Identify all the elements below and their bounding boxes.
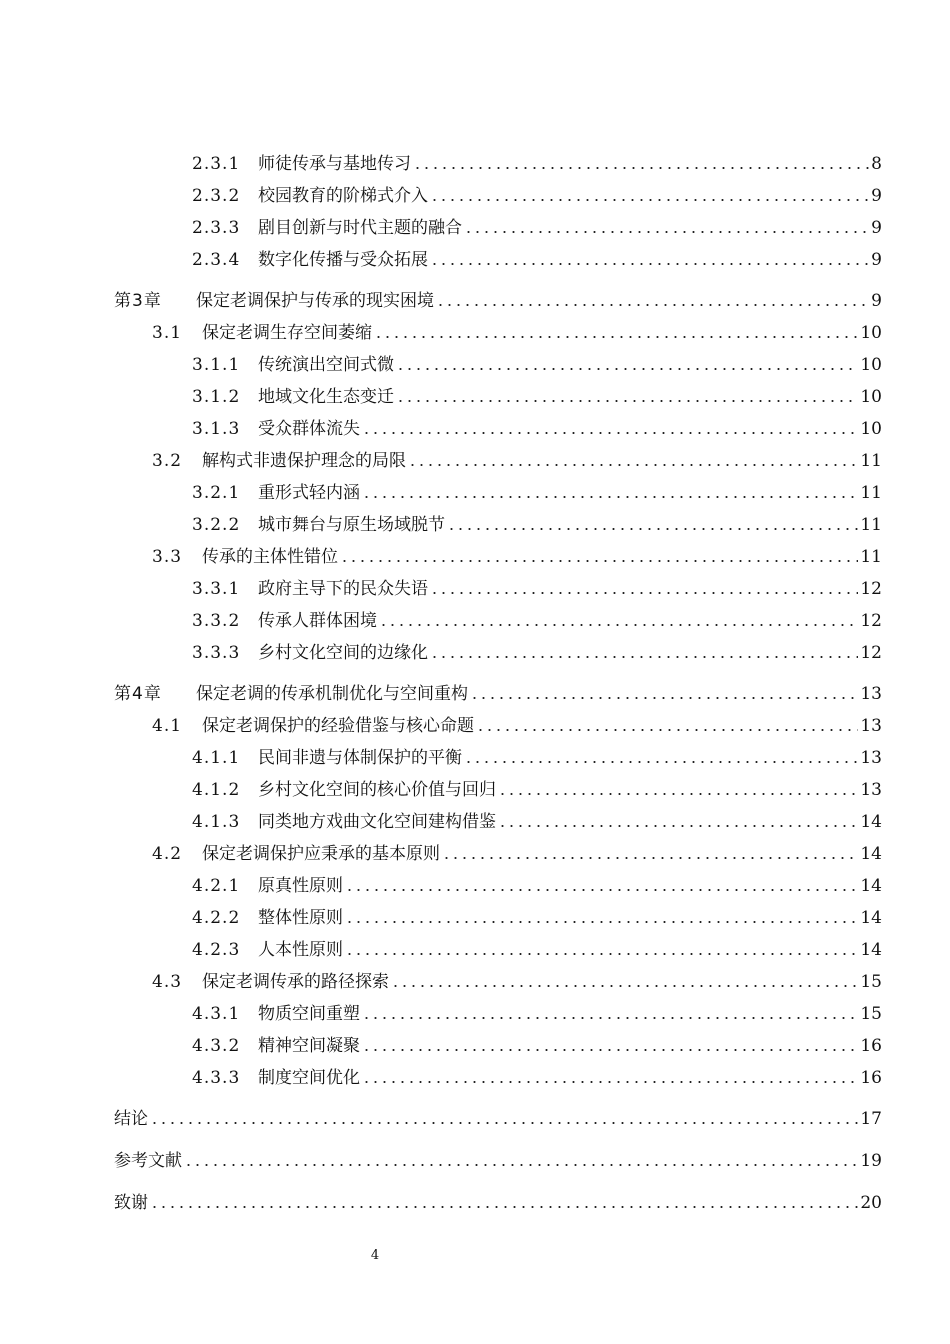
toc-chapter (114, 680, 882, 704)
dot-leader (470, 696, 858, 700)
toc-entry-page: 9 (871, 186, 882, 206)
toc-section-title: 保定老调保护应秉承的基本原则 (202, 844, 440, 864)
toc-section-page: 11 (860, 451, 882, 471)
toc-entry-number: 3.2.1 (192, 483, 241, 503)
dot-leader (413, 166, 869, 170)
toc-section (152, 968, 882, 992)
toc-entry-title: 地域文化生态变迁 (258, 387, 394, 407)
toc-references (114, 1147, 882, 1171)
toc-entry (192, 479, 882, 503)
toc-entry-page: 14 (860, 876, 882, 896)
dot-leader (396, 399, 858, 403)
dot-leader (391, 984, 858, 988)
toc-entry-number: 3.3.1 (192, 579, 241, 599)
toc-chapter-title: 保定老调的传承机制优化与空间重构 (196, 684, 468, 704)
toc-entry (192, 150, 882, 174)
toc-end-page: 20 (860, 1193, 882, 1213)
toc-entry-title: 同类地方戏曲文化空间建构借鉴 (258, 812, 496, 832)
toc-entry (192, 246, 882, 270)
dot-leader (430, 591, 858, 595)
toc-entry (192, 872, 882, 896)
toc-section-number: 4.1 (152, 716, 183, 736)
toc-entry-page: 10 (860, 355, 882, 375)
toc-section-page: 15 (860, 972, 882, 992)
toc-entry-number: 4.3.2 (192, 1036, 241, 1056)
toc-section (152, 840, 882, 864)
toc-entry-page: 11 (860, 483, 882, 503)
dot-leader (184, 1163, 858, 1167)
toc-entry (192, 776, 882, 800)
toc-entry-number: 3.1.2 (192, 387, 241, 407)
toc-entry (192, 1064, 882, 1088)
dot-leader (362, 1080, 858, 1084)
dot-leader (396, 367, 858, 371)
toc-section (152, 319, 882, 343)
toc-entry-number: 3.3.2 (192, 611, 241, 631)
toc-entry-title: 整体性原则 (258, 908, 343, 928)
toc-entry-page: 12 (860, 643, 882, 663)
toc-entry-page: 10 (860, 387, 882, 407)
toc-entry-number: 4.3.3 (192, 1068, 241, 1088)
toc-entry-page: 12 (860, 579, 882, 599)
toc-section-title: 保定老调传承的路径探索 (202, 972, 389, 992)
toc-entry-number: 3.1.1 (192, 355, 241, 375)
toc-end-page: 19 (860, 1151, 882, 1171)
toc-end-title: 结论 (114, 1109, 148, 1129)
dot-leader (447, 527, 858, 531)
toc-end-page: 17 (860, 1109, 882, 1129)
dot-leader (464, 230, 869, 234)
toc-acknowledgements (114, 1189, 882, 1213)
toc-entry-page: 16 (860, 1068, 882, 1088)
toc-entry-title: 政府主导下的民众失语 (258, 579, 428, 599)
toc-entry (192, 575, 882, 599)
toc-end-title: 致谢 (114, 1193, 148, 1213)
toc-entry-title: 数字化传播与受众拓展 (258, 250, 428, 270)
toc-entry-page: 10 (860, 419, 882, 439)
toc-entry-page: 12 (860, 611, 882, 631)
dot-leader (150, 1121, 858, 1125)
toc-chapter-page: 13 (860, 684, 882, 704)
dot-leader (362, 431, 858, 435)
toc-entry-title: 民间非遗与体制保护的平衡 (258, 748, 462, 768)
toc-entry (192, 383, 882, 407)
dot-leader (430, 262, 869, 266)
toc-entry-number: 4.1.2 (192, 780, 241, 800)
toc-entry-number: 4.1.3 (192, 812, 241, 832)
toc-section-page: 13 (860, 716, 882, 736)
toc-entry (192, 1032, 882, 1056)
dot-leader (430, 655, 858, 659)
toc-section-title: 传承的主体性错位 (202, 547, 338, 567)
toc-entry-title: 物质空间重塑 (258, 1004, 360, 1024)
dot-leader (436, 303, 869, 307)
toc-entry (192, 351, 882, 375)
toc-entry (192, 639, 882, 663)
toc-section-title: 解构式非遗保护理念的局限 (202, 451, 406, 471)
toc-entry-page: 14 (860, 940, 882, 960)
dot-leader (464, 760, 858, 764)
toc-section-title: 保定老调生存空间萎缩 (202, 323, 372, 343)
toc-entry-page: 9 (871, 218, 882, 238)
toc-section (152, 543, 882, 567)
toc-chapter-page: 9 (871, 291, 882, 311)
toc-entry (192, 744, 882, 768)
toc-section-number: 3.3 (152, 547, 183, 567)
toc-entry-title: 师徒传承与基地传习 (258, 154, 411, 174)
dot-leader (345, 888, 858, 892)
toc-entry (192, 511, 882, 535)
toc-entry (192, 1000, 882, 1024)
toc-entry-page: 14 (860, 812, 882, 832)
toc-entry-number: 2.3.1 (192, 154, 241, 174)
toc-entry-page: 14 (860, 908, 882, 928)
toc-entry-title: 城市舞台与原生场域脱节 (258, 515, 445, 535)
toc-entry-number: 4.3.1 (192, 1004, 241, 1024)
dot-leader (150, 1205, 858, 1209)
toc-entry-number: 4.1.1 (192, 748, 241, 768)
toc-entry (192, 182, 882, 206)
toc-section-number: 3.1 (152, 323, 183, 343)
toc-entry-title: 原真性原则 (258, 876, 343, 896)
toc-entry-number: 3.3.3 (192, 643, 241, 663)
toc-section-page: 11 (860, 547, 882, 567)
toc-entry-page: 11 (860, 515, 882, 535)
toc-section-page: 10 (860, 323, 882, 343)
toc-entry-title: 校园教育的阶梯式介入 (258, 186, 428, 206)
toc-entry-number: 2.3.3 (192, 218, 241, 238)
toc-entry-page: 9 (871, 250, 882, 270)
toc-section-number: 4.3 (152, 972, 183, 992)
toc-entry-number: 2.3.4 (192, 250, 241, 270)
dot-leader (476, 728, 858, 732)
toc-entry-number: 4.2.1 (192, 876, 241, 896)
toc-entry (192, 904, 882, 928)
toc-section-page: 14 (860, 844, 882, 864)
dot-leader (430, 198, 869, 202)
toc-entry-title: 传承人群体困境 (258, 611, 377, 631)
toc-entry-title: 人本性原则 (258, 940, 343, 960)
dot-leader (362, 495, 858, 499)
toc-entry-page: 13 (860, 780, 882, 800)
toc-entry-page: 13 (860, 748, 882, 768)
dot-leader (442, 856, 858, 860)
toc-entry-number: 3.2.2 (192, 515, 241, 535)
dot-leader (498, 824, 858, 828)
toc-entry (192, 808, 882, 832)
dot-leader (362, 1016, 858, 1020)
toc-entry-title: 受众群体流失 (258, 419, 360, 439)
toc-entry-number: 3.1.3 (192, 419, 241, 439)
toc-entry (192, 415, 882, 439)
toc-entry-title: 剧目创新与时代主题的融合 (258, 218, 462, 238)
toc-entry-number: 4.2.3 (192, 940, 241, 960)
dot-leader (374, 335, 858, 339)
dot-leader (340, 559, 858, 563)
toc-section (152, 447, 882, 471)
toc-section-number: 4.2 (152, 844, 183, 864)
dot-leader (408, 463, 858, 467)
dot-leader (498, 792, 858, 796)
toc-entry-page: 16 (860, 1036, 882, 1056)
toc-entry-title: 精神空间凝聚 (258, 1036, 360, 1056)
toc-entry (192, 936, 882, 960)
toc-entry (192, 214, 882, 238)
toc-end-title: 参考文献 (114, 1151, 182, 1171)
toc-entry-number: 4.2.2 (192, 908, 241, 928)
toc-entry-title: 制度空间优化 (258, 1068, 360, 1088)
toc-conclusion (114, 1105, 882, 1129)
toc-section-number: 3.2 (152, 451, 183, 471)
dot-leader (379, 623, 858, 627)
toc-chapter-title: 保定老调保护与传承的现实困境 (196, 291, 434, 311)
toc-entry-page: 15 (860, 1004, 882, 1024)
toc-chapter (114, 287, 882, 311)
dot-leader (345, 920, 858, 924)
toc-section (152, 712, 882, 736)
toc-chapter-number: 第3章 (114, 291, 162, 311)
toc-entry-title: 重形式轻内涵 (258, 483, 360, 503)
toc-entry-title: 乡村文化空间的核心价值与回归 (258, 780, 496, 800)
page-number: 4 (370, 1248, 380, 1263)
toc-chapter-number: 第4章 (114, 684, 162, 704)
toc-entry-number: 2.3.2 (192, 186, 241, 206)
toc-entry (192, 607, 882, 631)
toc-section-title: 保定老调保护的经验借鉴与核心命题 (202, 716, 474, 736)
toc-entry-page: 8 (871, 154, 882, 174)
dot-leader (345, 952, 858, 956)
dot-leader (362, 1048, 858, 1052)
toc-entry-title: 传统演出空间式微 (258, 355, 394, 375)
toc-entry-title: 乡村文化空间的边缘化 (258, 643, 428, 663)
